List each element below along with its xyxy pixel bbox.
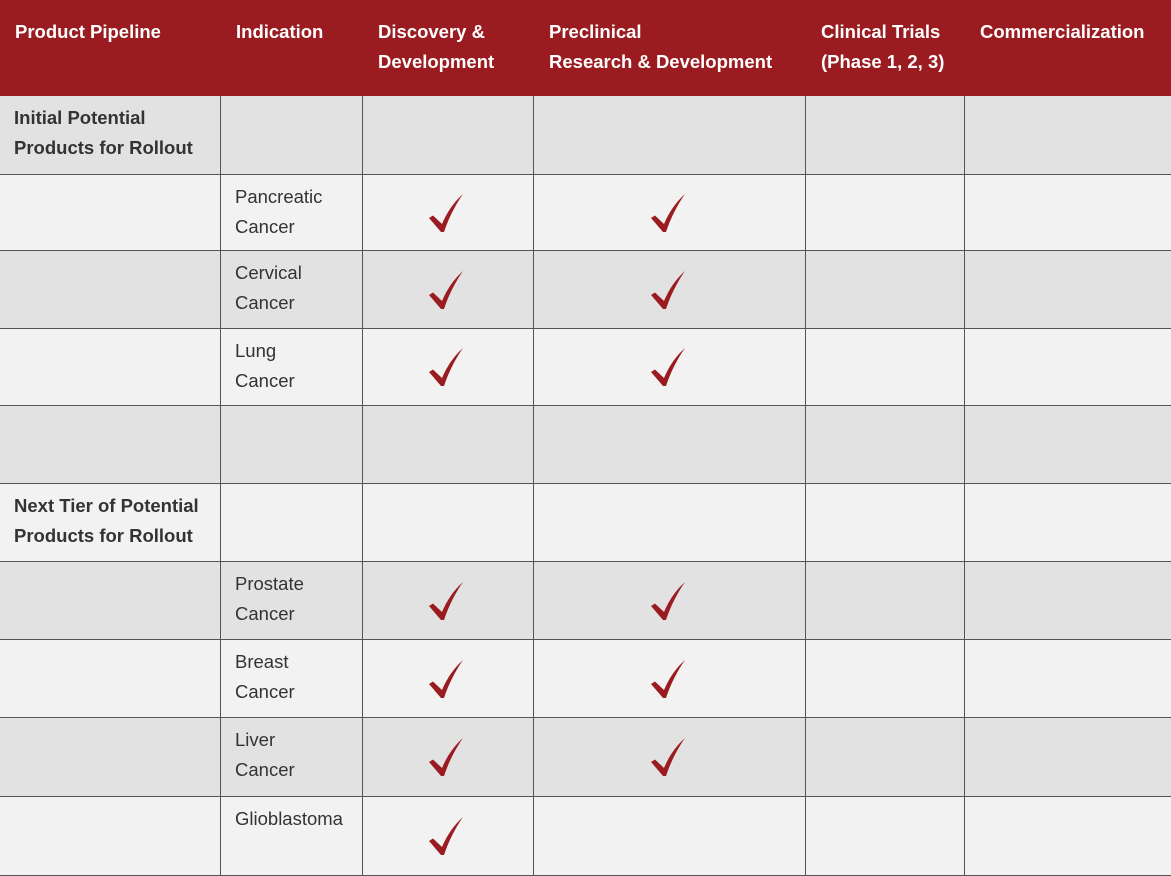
indication-line: Cancer	[235, 603, 295, 624]
stage-cell-discovery-development	[363, 406, 534, 484]
stage-cell-clinical-trials	[806, 329, 965, 406]
stage-cell-clinical-trials	[806, 562, 965, 640]
section-title-line: Initial Potential	[14, 107, 146, 128]
checkmark-icon	[428, 659, 464, 699]
stage-cell-discovery-development	[363, 718, 534, 797]
indication-cell	[221, 562, 363, 640]
stage-cell-clinical-trials	[806, 175, 965, 251]
checkmark-icon	[428, 270, 464, 310]
pipeline-cell	[0, 175, 221, 251]
header-preclinical-research-line: Research & Development	[549, 51, 773, 72]
stage-cell-preclinical-research	[534, 562, 806, 640]
indication-line: Cancer	[235, 216, 295, 237]
stage-cell-commercialization	[965, 251, 1171, 329]
header-commercialization-line: Commercialization	[980, 21, 1145, 42]
stage-cell-discovery-development	[363, 96, 534, 175]
stage-cell-clinical-trials	[806, 406, 965, 484]
header-commercialization	[965, 0, 1171, 96]
stage-cell-discovery-development	[363, 562, 534, 640]
indication-cell	[221, 175, 363, 251]
pipeline-cell	[0, 718, 221, 797]
stage-cell-discovery-development	[363, 251, 534, 329]
checkmark-icon	[650, 581, 686, 621]
pipeline-cell	[0, 797, 221, 876]
indication-line: Cancer	[235, 370, 295, 391]
header-indication	[221, 0, 363, 96]
indication-line: Cervical	[235, 262, 302, 283]
header-preclinical-research-line: Preclinical	[549, 21, 642, 42]
stage-cell-preclinical-research	[534, 484, 806, 562]
header-preclinical-research	[534, 0, 806, 96]
stage-cell-preclinical-research	[534, 640, 806, 718]
stage-cell-commercialization	[965, 96, 1171, 175]
checkmark-icon	[428, 816, 464, 856]
stage-cell-discovery-development	[363, 329, 534, 406]
stage-cell-clinical-trials	[806, 797, 965, 876]
stage-cell-preclinical-research	[534, 96, 806, 175]
checkmark-icon	[428, 347, 464, 387]
checkmark-icon	[650, 193, 686, 233]
indication-line: Pancreatic	[235, 186, 323, 207]
stage-cell-discovery-development	[363, 175, 534, 251]
pipeline-cell	[0, 329, 221, 406]
stage-cell-commercialization	[965, 718, 1171, 797]
indication-line: Prostate	[235, 573, 304, 594]
stage-cell-clinical-trials	[806, 251, 965, 329]
stage-cell-commercialization	[965, 329, 1171, 406]
indication-line: Liver	[235, 729, 276, 750]
header-clinical-trials	[806, 0, 965, 96]
stage-cell-discovery-development	[363, 484, 534, 562]
indication-line: Cancer	[235, 759, 295, 780]
stage-cell-clinical-trials	[806, 96, 965, 175]
section-title-line: Next Tier of Potential	[14, 495, 199, 516]
indication-cell	[221, 797, 363, 876]
stage-cell-preclinical-research	[534, 251, 806, 329]
indication-cell	[221, 484, 363, 562]
stage-cell-clinical-trials	[806, 484, 965, 562]
header-indication-line: Indication	[236, 21, 324, 42]
stage-cell-clinical-trials	[806, 640, 965, 718]
section-title-cell	[0, 484, 221, 562]
stage-cell-preclinical-research	[534, 175, 806, 251]
section-title-cell	[0, 96, 221, 175]
header-clinical-trials-line: Clinical Trials	[821, 21, 941, 42]
header-product-pipeline-line: Product Pipeline	[15, 21, 161, 42]
stage-cell-preclinical-research	[534, 718, 806, 797]
header-discovery-development	[363, 0, 534, 96]
stage-cell-commercialization	[965, 175, 1171, 251]
stage-cell-commercialization	[965, 562, 1171, 640]
stage-cell-discovery-development	[363, 640, 534, 718]
header-discovery-development-line: Discovery &	[378, 21, 485, 42]
stage-cell-preclinical-research	[534, 797, 806, 876]
checkmark-icon	[650, 270, 686, 310]
indication-cell	[221, 251, 363, 329]
section-title-line: Products for Rollout	[14, 137, 193, 158]
checkmark-icon	[650, 659, 686, 699]
pipeline-cell	[0, 562, 221, 640]
indication-line: Cancer	[235, 681, 295, 702]
indication-cell	[221, 406, 363, 484]
stage-cell-preclinical-research	[534, 329, 806, 406]
stage-cell-discovery-development	[363, 797, 534, 876]
indication-cell	[221, 96, 363, 175]
header-discovery-development-line: Development	[378, 51, 495, 72]
checkmark-icon	[428, 193, 464, 233]
checkmark-icon	[650, 347, 686, 387]
indication-cell	[221, 718, 363, 797]
stage-cell-commercialization	[965, 640, 1171, 718]
stage-cell-preclinical-research	[534, 406, 806, 484]
checkmark-icon	[428, 737, 464, 777]
pipeline-cell	[0, 251, 221, 329]
indication-cell	[221, 329, 363, 406]
indication-line: Cancer	[235, 292, 295, 313]
stage-cell-commercialization	[965, 484, 1171, 562]
header-product-pipeline	[0, 0, 221, 96]
pipeline-cell	[0, 406, 221, 484]
stage-cell-commercialization	[965, 797, 1171, 876]
indication-line: Lung	[235, 340, 277, 361]
header-clinical-trials-line: (Phase 1, 2, 3)	[821, 51, 945, 72]
pipeline-cell	[0, 640, 221, 718]
checkmark-icon	[428, 581, 464, 621]
section-title-line: Products for Rollout	[14, 525, 193, 546]
indication-line: Glioblastoma	[235, 808, 343, 829]
checkmark-icon	[650, 737, 686, 777]
indication-cell	[221, 640, 363, 718]
stage-cell-commercialization	[965, 406, 1171, 484]
stage-cell-clinical-trials	[806, 718, 965, 797]
indication-line: Breast	[235, 651, 289, 672]
